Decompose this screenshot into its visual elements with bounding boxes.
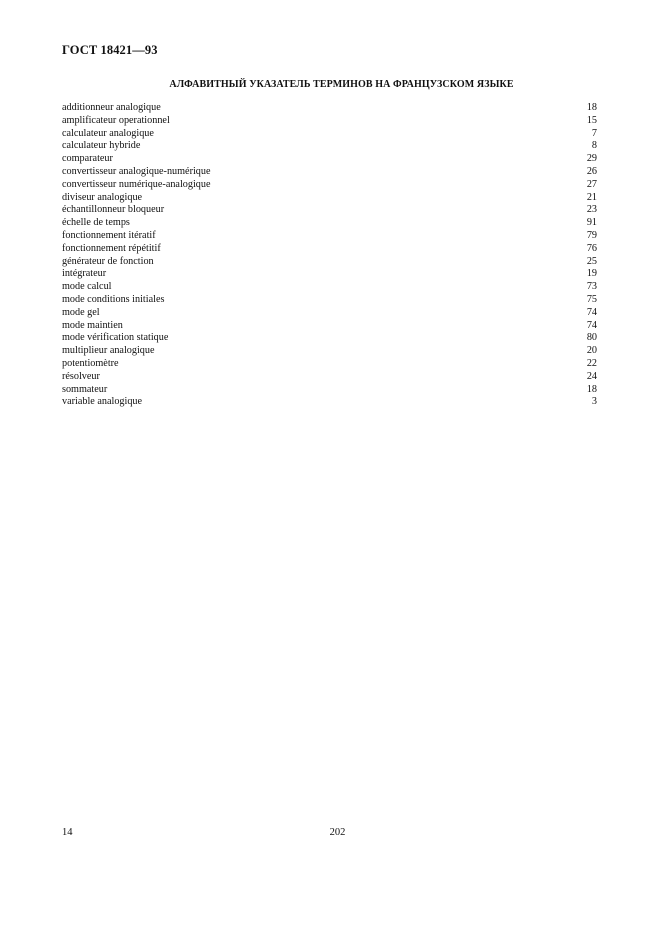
index-term-number: 74 xyxy=(586,319,597,331)
index-term-number: 73 xyxy=(586,281,597,293)
index-term-number: 18 xyxy=(586,383,597,395)
index-term: intégrateur xyxy=(62,268,107,280)
index-entry xyxy=(62,396,597,409)
index-term: résolveur xyxy=(62,370,100,382)
index-entry xyxy=(62,166,597,179)
index-entry xyxy=(62,243,597,256)
index-entry xyxy=(62,294,597,307)
index-term: amplificateur operationnel xyxy=(62,114,170,126)
index-term-number: 74 xyxy=(586,306,597,318)
index-term: calculateur analogique xyxy=(62,127,154,139)
index-entry xyxy=(62,345,597,358)
index-entry xyxy=(62,320,597,333)
index-entry xyxy=(62,307,597,320)
index-term: mode conditions initiales xyxy=(62,293,165,305)
index-term: sommateur xyxy=(62,383,108,395)
index-term: variable analogique xyxy=(62,396,143,408)
index-term-number: 27 xyxy=(586,178,597,190)
index-term-number: 79 xyxy=(586,229,597,241)
index-term-number: 91 xyxy=(586,217,597,229)
index-term: fonctionnement itératif xyxy=(62,229,156,241)
index-entry xyxy=(62,268,597,281)
index-entry xyxy=(62,256,597,269)
index-term-number: 26 xyxy=(586,165,597,177)
index-term-number: 7 xyxy=(591,127,597,139)
index-term-number: 25 xyxy=(586,255,597,267)
sheet-number: 202 xyxy=(329,827,346,838)
index-term-number: 20 xyxy=(586,345,597,357)
index-term-number: 23 xyxy=(586,204,597,216)
index-entry xyxy=(62,140,597,153)
index-entry xyxy=(62,192,597,205)
index-term: échelle de temps xyxy=(62,217,130,229)
index-term: calculateur hybride xyxy=(62,140,141,152)
index-term: convertisseur numérique-analogique xyxy=(62,178,211,190)
index-term-number: 8 xyxy=(591,140,597,152)
index-term: comparateur xyxy=(62,153,113,165)
index-term-number: 15 xyxy=(586,114,597,126)
index-term-number: 29 xyxy=(586,153,597,165)
index-term: multiplieur analogique xyxy=(62,345,155,357)
index-entry xyxy=(62,102,597,115)
index-term-number: 80 xyxy=(586,332,597,344)
index-term: mode maintien xyxy=(62,319,123,331)
index-entry xyxy=(62,179,597,192)
index-term: diviseur analogique xyxy=(62,191,143,203)
index-term-number: 19 xyxy=(586,268,597,280)
term-index-list xyxy=(62,102,597,409)
index-term: additionneur analogique xyxy=(62,102,161,113)
index-entry xyxy=(62,128,597,141)
index-entry xyxy=(62,204,597,217)
index-term-number: 22 xyxy=(586,357,597,369)
index-term-number: 76 xyxy=(586,242,597,254)
index-term-number: 75 xyxy=(586,293,597,305)
page-number: 14 xyxy=(62,827,73,838)
index-entry xyxy=(62,230,597,243)
index-title: АЛФАВИТНЫЙ УКАЗАТЕЛЬ ТЕРМИНОВ НА ФРАНЦУЗСКОМ ЯЗЫКЕ xyxy=(169,79,514,90)
index-entry xyxy=(62,358,597,371)
index-entry xyxy=(62,281,597,294)
index-term: convertisseur analogique-numérique xyxy=(62,165,211,177)
index-term: échantillonneur bloqueur xyxy=(62,204,165,216)
index-term-number: 18 xyxy=(586,102,597,113)
index-entry xyxy=(62,115,597,128)
index-entry xyxy=(62,332,597,345)
index-term: mode vérification statique xyxy=(62,332,169,344)
index-entry xyxy=(62,153,597,166)
document-code: ГОСТ 18421—93 xyxy=(62,43,158,57)
index-entry xyxy=(62,217,597,230)
index-term: mode calcul xyxy=(62,281,112,293)
index-term-number: 24 xyxy=(586,370,597,382)
index-term: générateur de fonction xyxy=(62,255,154,267)
index-term: potentiomètre xyxy=(62,357,119,369)
index-term-number: 3 xyxy=(591,396,597,408)
index-entry xyxy=(62,371,597,384)
index-term: fonctionnement répétitif xyxy=(62,242,161,254)
index-term: mode gel xyxy=(62,306,100,318)
index-entry xyxy=(62,384,597,397)
index-term-number: 21 xyxy=(586,191,597,203)
